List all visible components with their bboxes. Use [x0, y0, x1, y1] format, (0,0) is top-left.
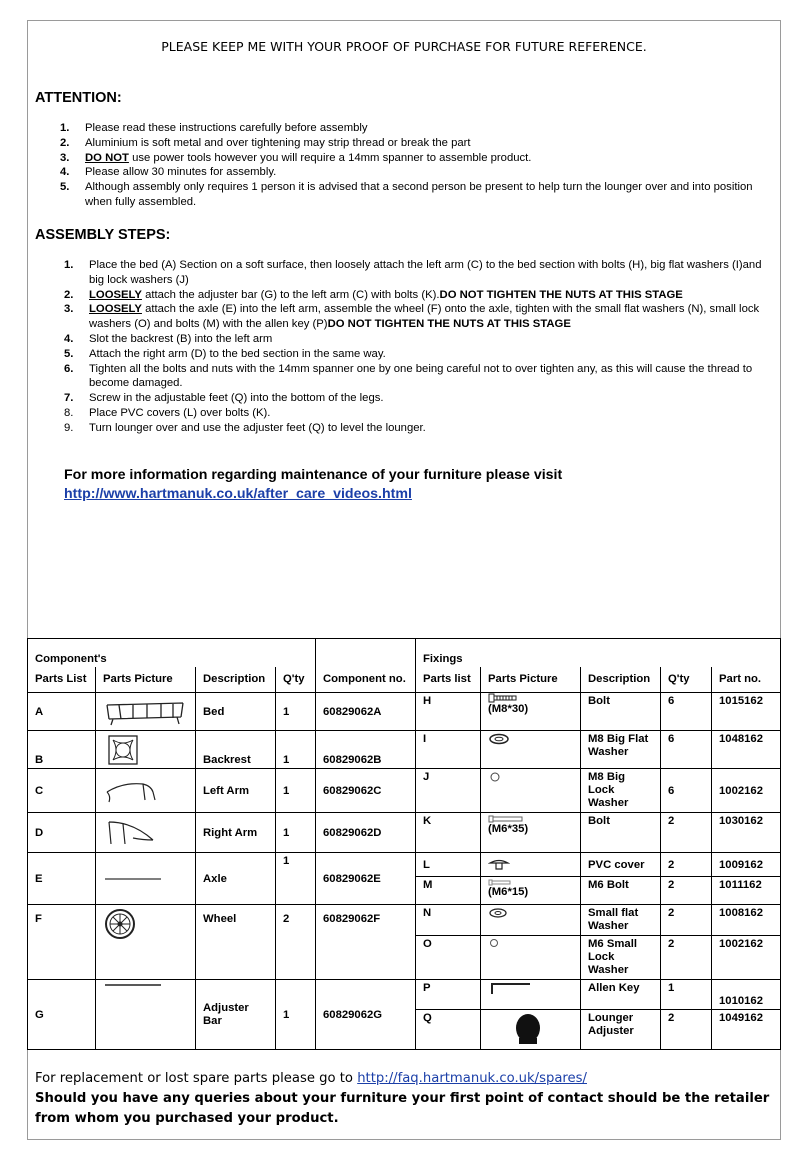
table-row [28, 769, 781, 813]
fixing-qty: 2 [661, 813, 712, 853]
lock-washer-icon [488, 771, 502, 783]
component-desc: Left Arm [196, 769, 276, 813]
component-no: 60829062C [316, 769, 416, 813]
fixing-desc: Allen Key [581, 980, 661, 1010]
component-desc: Bed [196, 693, 276, 731]
list-item: 7. Screw in the adjustable feet (Q) into the bottom of the legs. [64, 392, 384, 405]
fixing-picture [481, 731, 581, 769]
fixing-id: J [416, 769, 481, 813]
big-flat-washer-icon [488, 733, 510, 745]
fixing-picture [481, 936, 581, 980]
maintenance-text: For more information regarding maintenance of your furniture please visit [64, 467, 563, 483]
component-id: F [28, 905, 96, 980]
fixing-qty: 2 [661, 905, 712, 936]
fixing-qty: 2 [661, 936, 712, 980]
fixing-desc: M8 Big Lock Washer [581, 769, 661, 813]
page-header: PLEASE KEEP ME WITH YOUR PROOF OF PURCHASE FOR FUTURE REFERENCE. [161, 39, 647, 54]
assembly-heading: ASSEMBLY STEPS: [35, 227, 171, 243]
component-desc: Wheel [196, 905, 276, 980]
component-id: G [28, 980, 96, 1050]
fixing-picture [481, 813, 581, 853]
table-row [28, 980, 781, 1010]
fixing-desc: Small flat Washer [581, 905, 661, 936]
fixing-no: 1048162 [712, 731, 781, 769]
list-item: 5. Although assembly only requires 1 person it is advised that a second person be present to help turn the lounger over and into position when fully assembled. [60, 181, 753, 208]
fixing-desc: M8 Big Flat Washer [581, 731, 661, 769]
header-fix-qty: Q'ty [661, 667, 712, 693]
fixing-qty: 6 [661, 693, 712, 731]
table-row [28, 813, 781, 853]
fixing-no: 1008162 [712, 905, 781, 936]
fixing-picture [481, 877, 581, 905]
fixing-id: K [416, 813, 481, 853]
fixings-title: Fixings [416, 639, 781, 667]
page-footer [35, 1069, 775, 1129]
header-fix-description: Description [581, 667, 661, 693]
component-qty: 1 [276, 769, 316, 813]
fixing-id: I [416, 731, 481, 769]
fixing-picture [481, 693, 581, 731]
pvc-cover-icon [488, 859, 510, 871]
fixing-qty: 2 [661, 853, 712, 877]
component-qty: 1 [276, 731, 316, 769]
list-item: 4. Please allow 30 minutes for assembly. [60, 166, 277, 179]
fixing-size: (M6*15) [488, 886, 529, 898]
fixing-desc: PVC cover [581, 853, 661, 877]
fixing-qty: 6 [661, 731, 712, 769]
fixing-id: P [416, 980, 481, 1010]
list-item: 2. Aluminium is soft metal and over tightening may strip thread or break the part [60, 136, 471, 149]
component-no: 60829062G [316, 980, 416, 1050]
component-no: 60829062D [316, 813, 416, 853]
fixing-id: H [416, 693, 481, 731]
fixing-no: 1002162 [712, 769, 781, 813]
list-item: 5. Attach the right arm (D) to the bed section in the same way. [64, 347, 386, 360]
component-desc: Axle [196, 853, 276, 905]
component-qty: 1 [276, 853, 316, 905]
fixing-id: M [416, 877, 481, 905]
fixing-no: 1002162 [712, 936, 781, 980]
adjuster-bar-icon [96, 980, 196, 1050]
component-no: 60829062F [316, 905, 416, 980]
list-item: 4. Slot the backrest (B) into the left arm [64, 332, 273, 345]
small-flat-washer-icon [488, 907, 508, 919]
header-parts-list: Parts List [28, 667, 96, 693]
component-qty: 1 [276, 693, 316, 731]
attention-list [60, 121, 765, 210]
fixing-no: 1049162 [712, 1010, 781, 1050]
component-desc: Right Arm [196, 813, 276, 853]
header-part-no: Part no. [712, 667, 781, 693]
allen-key-icon [488, 982, 532, 996]
fixing-id: Q [416, 1010, 481, 1050]
small-bolt-icon [488, 879, 512, 886]
component-id: A [28, 693, 96, 731]
attention-heading: ATTENTION: [35, 90, 122, 106]
bolt-icon [488, 815, 524, 823]
component-desc: Backrest [196, 731, 276, 769]
header-fix-parts-list: Parts list [416, 667, 481, 693]
axle-icon [96, 853, 196, 905]
component-id: D [28, 813, 96, 853]
fixing-qty: 2 [661, 877, 712, 905]
fixing-qty: 6 [661, 769, 712, 813]
wheel-icon [96, 905, 196, 980]
component-qty: 1 [276, 980, 316, 1050]
table-row [28, 731, 781, 769]
list-item: 1. Place the bed (A) Section on a soft surface, then loosely attach the left arm (C) to the bed section with bolts (H), big flat washers (I)and big lock washers (J) [64, 259, 762, 286]
fixing-picture [481, 980, 581, 1010]
fixing-picture [481, 1010, 581, 1050]
left-arm-icon [96, 769, 196, 813]
fixing-picture [481, 769, 581, 813]
component-qty: 2 [276, 905, 316, 980]
list-item: 8. Place PVC covers (L) over bolts (K). [64, 406, 271, 419]
component-no: 60829062E [316, 853, 416, 905]
fixing-picture [481, 905, 581, 936]
header-parts-picture: Parts Picture [96, 667, 196, 693]
after-care-link[interactable]: http://www.hartmanuk.co.uk/after_care_videos.html [64, 486, 412, 502]
list-item: 3. LOOSELY attach the axle (E) into the left arm, assemble the wheel (F) onto the axle, tighten with the small flat washers (N), small lock washers (O) and bolts (M) with the allen key (P)DO NOT TIGHTEN THE NUTS AT THIS STAGE [64, 303, 760, 331]
contact-note: Should you have any queries about your furniture your first point of contact should be the retailer from whom you purchased your product. [35, 1091, 770, 1126]
fixing-no: 1030162 [712, 813, 781, 853]
component-qty: 1 [276, 813, 316, 853]
fixing-id: L [416, 853, 481, 877]
fixing-desc: Bolt [581, 813, 661, 853]
header-description: Description [196, 667, 276, 693]
lounger-adjuster-icon [511, 1012, 545, 1046]
backrest-icon [96, 731, 196, 769]
component-no: 60829062A [316, 693, 416, 731]
component-no: 60829062B [316, 731, 416, 769]
fixing-no: 1015162 [712, 693, 781, 731]
components-title: Component's [28, 639, 316, 667]
component-id: C [28, 769, 96, 813]
table-row [28, 693, 781, 731]
fixing-no: 1009162 [712, 853, 781, 877]
list-item: 2. LOOSELY attach the adjuster bar (G) to the left arm (C) with bolts (K).DO NOT TIGHTEN THE NUTS AT THIS STAGE [64, 288, 683, 301]
fixing-id: O [416, 936, 481, 980]
small-lock-washer-icon [488, 938, 500, 948]
component-id: B [28, 731, 96, 769]
fixing-picture [481, 853, 581, 877]
spares-line: For replacement or lost spare parts please go to http://faq.hartmanuk.co.uk/spares/ [35, 1071, 587, 1086]
fixing-desc: Bolt [581, 693, 661, 731]
maintenance-info [64, 466, 562, 504]
parts-table [27, 638, 781, 1050]
list-item: 1. Please read these instructions carefully before assembly [60, 122, 368, 134]
fixing-qty: 1 [661, 980, 712, 1010]
fixing-no: 1011162 [712, 877, 781, 905]
fixing-size: (M8*30) [488, 703, 529, 715]
fixing-id: N [416, 905, 481, 936]
fixing-size: (M6*35) [488, 823, 529, 835]
fixing-desc: M6 Bolt [581, 877, 661, 905]
fixing-desc: M6 Small Lock Washer [581, 936, 661, 980]
list-item: 9. Turn lounger over and use the adjuster feet (Q) to level the lounger. [64, 421, 426, 434]
header-fix-parts-picture: Parts Picture [481, 667, 581, 693]
component-desc: Adjuster Bar [196, 980, 276, 1050]
header-qty: Q'ty [276, 667, 316, 693]
table-row [28, 853, 781, 877]
fixing-qty: 2 [661, 1010, 712, 1050]
bolt-icon [488, 693, 518, 703]
spares-link[interactable]: http://faq.hartmanuk.co.uk/spares/ [357, 1071, 587, 1086]
fixing-no: 1010162 [712, 980, 781, 1010]
table-row [28, 905, 781, 936]
list-item: 6. Tighten all the bolts and nuts with the 14mm spanner one by one being careful not to over tighten any, as this will cause the thread to become damaged. [64, 362, 753, 390]
bed-icon [96, 693, 196, 731]
assembly-steps [64, 258, 769, 436]
header-component-no: Component no. [316, 667, 416, 693]
list-item: 3. DO NOT use power tools however you will require a 14mm spanner to assemble product. [60, 151, 532, 164]
right-arm-icon [96, 813, 196, 853]
component-id: E [28, 853, 96, 905]
fixing-desc: Lounger Adjuster [581, 1010, 661, 1050]
